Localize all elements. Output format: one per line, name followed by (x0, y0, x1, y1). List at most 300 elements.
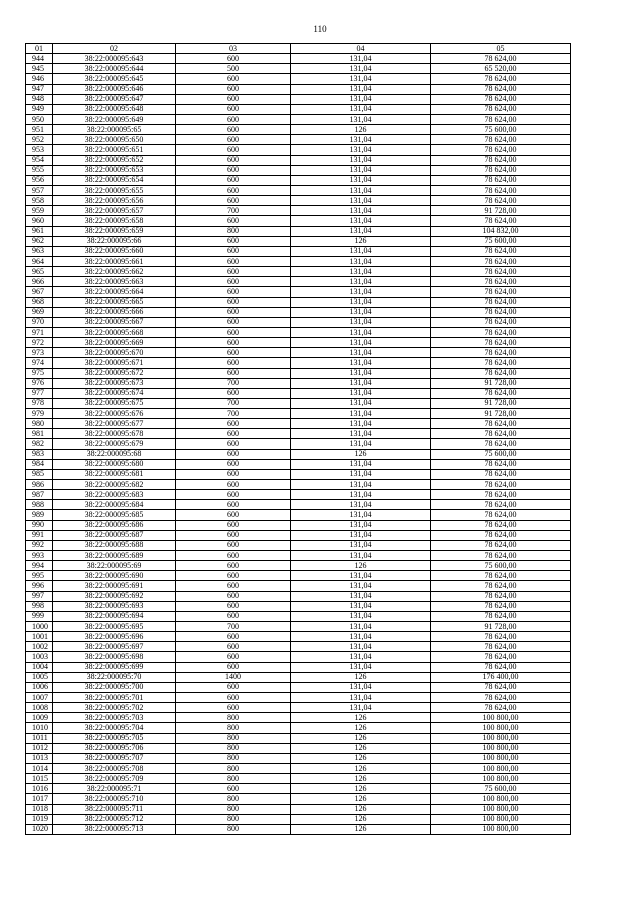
specific-value-cell: 131,04 (291, 256, 431, 266)
area-cell: 800 (176, 753, 291, 763)
row-number-cell: 994 (26, 561, 53, 571)
specific-value-cell: 131,04 (291, 226, 431, 236)
cadastral-value-cell: 78 624,00 (431, 145, 571, 155)
cadastral-number-cell: 38:22:000095:65 (53, 125, 176, 135)
table-row (26, 165, 571, 175)
table-row (26, 409, 571, 419)
area-cell: 600 (176, 469, 291, 479)
table-row (26, 642, 571, 652)
table-row (26, 510, 571, 520)
area-cell: 700 (176, 378, 291, 388)
specific-value-cell: 131,04 (291, 145, 431, 155)
cadastral-value-cell: 75 600,00 (431, 125, 571, 135)
cadastral-number-cell: 38:22:000095:697 (53, 642, 176, 652)
specific-value-cell: 131,04 (291, 378, 431, 388)
row-number-cell: 963 (26, 246, 53, 256)
cadastral-value-cell: 78 624,00 (431, 256, 571, 266)
specific-value-cell: 126 (291, 743, 431, 753)
cadastral-value-cell: 78 624,00 (431, 429, 571, 439)
table-row (26, 652, 571, 662)
area-cell: 1400 (176, 672, 291, 682)
specific-value-cell: 126 (291, 753, 431, 763)
cadastral-value-cell: 78 624,00 (431, 338, 571, 348)
table-row (26, 703, 571, 713)
table-row (26, 551, 571, 561)
cadastral-value-cell: 100 800,00 (431, 743, 571, 753)
table-row (26, 429, 571, 439)
area-cell: 800 (176, 723, 291, 733)
specific-value-cell: 131,04 (291, 64, 431, 74)
cadastral-value-cell: 100 800,00 (431, 814, 571, 824)
cadastral-number-cell: 38:22:000095:687 (53, 530, 176, 540)
specific-value-cell: 131,04 (291, 388, 431, 398)
area-cell: 600 (176, 256, 291, 266)
area-cell: 600 (176, 114, 291, 124)
area-cell: 600 (176, 236, 291, 246)
row-number-cell: 971 (26, 327, 53, 337)
cadastral-value-cell: 78 624,00 (431, 500, 571, 510)
area-cell: 800 (176, 824, 291, 834)
area-cell: 600 (176, 520, 291, 530)
specific-value-cell: 126 (291, 763, 431, 773)
area-cell: 700 (176, 409, 291, 419)
row-number-cell: 989 (26, 510, 53, 520)
area-cell: 800 (176, 763, 291, 773)
specific-value-cell: 131,04 (291, 419, 431, 429)
table-row (26, 206, 571, 216)
cadastral-value-cell: 78 624,00 (431, 185, 571, 195)
table-row (26, 419, 571, 429)
row-number-cell: 977 (26, 388, 53, 398)
cadastral-number-cell: 38:22:000095:679 (53, 439, 176, 449)
table-row (26, 256, 571, 266)
row-number-cell: 950 (26, 114, 53, 124)
row-number-cell: 1018 (26, 804, 53, 814)
area-cell: 600 (176, 185, 291, 195)
specific-value-cell: 131,04 (291, 338, 431, 348)
cadastral-number-cell: 38:22:000095:652 (53, 155, 176, 165)
cadastral-value-cell: 78 624,00 (431, 307, 571, 317)
specific-value-cell: 131,04 (291, 54, 431, 64)
cadastral-value-cell: 78 624,00 (431, 246, 571, 256)
row-number-cell: 1019 (26, 814, 53, 824)
area-cell: 600 (176, 449, 291, 459)
area-cell: 600 (176, 652, 291, 662)
specific-value-cell: 131,04 (291, 642, 431, 652)
cadastral-number-cell: 38:22:000095:705 (53, 733, 176, 743)
cadastral-value-cell: 91 728,00 (431, 206, 571, 216)
row-number-cell: 991 (26, 530, 53, 540)
specific-value-cell: 131,04 (291, 287, 431, 297)
cadastral-number-cell: 38:22:000095:651 (53, 145, 176, 155)
specific-value-cell: 126 (291, 794, 431, 804)
cadastral-value-cell: 78 624,00 (431, 571, 571, 581)
row-number-cell: 952 (26, 135, 53, 145)
row-number-cell: 953 (26, 145, 53, 155)
cadastral-number-cell: 38:22:000095:696 (53, 632, 176, 642)
cadastral-value-cell: 78 624,00 (431, 652, 571, 662)
specific-value-cell: 131,04 (291, 135, 431, 145)
row-number-cell: 960 (26, 216, 53, 226)
row-number-cell: 986 (26, 480, 53, 490)
cadastral-number-cell: 38:22:000095:655 (53, 185, 176, 195)
specific-value-cell: 131,04 (291, 429, 431, 439)
table-row (26, 368, 571, 378)
area-cell: 600 (176, 642, 291, 652)
cadastral-value-cell: 75 600,00 (431, 236, 571, 246)
specific-value-cell: 131,04 (291, 114, 431, 124)
cadastral-number-cell: 38:22:000095:663 (53, 277, 176, 287)
row-number-cell: 958 (26, 196, 53, 206)
specific-value-cell: 131,04 (291, 84, 431, 94)
table-row (26, 662, 571, 672)
cadastral-value-cell: 78 624,00 (431, 662, 571, 672)
area-cell: 600 (176, 135, 291, 145)
specific-value-cell: 131,04 (291, 74, 431, 84)
table-row (26, 449, 571, 459)
table-row (26, 774, 571, 784)
header-row (26, 44, 571, 54)
row-number-cell: 1008 (26, 703, 53, 713)
table-row (26, 287, 571, 297)
cadastral-number-cell: 38:22:000095:70 (53, 672, 176, 682)
cadastral-value-cell: 78 624,00 (431, 490, 571, 500)
row-number-cell: 954 (26, 155, 53, 165)
area-cell: 600 (176, 175, 291, 185)
col-02-header: 02 (53, 44, 176, 54)
area-cell: 600 (176, 287, 291, 297)
table-row (26, 358, 571, 368)
cadastral-value-cell: 78 624,00 (431, 682, 571, 692)
cadastral-number-cell: 38:22:000095:643 (53, 54, 176, 64)
specific-value-cell: 131,04 (291, 348, 431, 358)
specific-value-cell: 131,04 (291, 368, 431, 378)
row-number-cell: 995 (26, 571, 53, 581)
area-cell: 600 (176, 601, 291, 611)
row-number-cell: 1013 (26, 753, 53, 763)
cadastral-number-cell: 38:22:000095:695 (53, 622, 176, 632)
area-cell: 600 (176, 104, 291, 114)
specific-value-cell: 126 (291, 672, 431, 682)
table-row (26, 672, 571, 682)
row-number-cell: 970 (26, 317, 53, 327)
row-number-cell: 990 (26, 520, 53, 530)
table-row (26, 459, 571, 469)
row-number-cell: 992 (26, 540, 53, 550)
cadastral-number-cell: 38:22:000095:699 (53, 662, 176, 672)
area-cell: 600 (176, 358, 291, 368)
area-cell: 800 (176, 804, 291, 814)
row-number-cell: 985 (26, 469, 53, 479)
row-number-cell: 948 (26, 94, 53, 104)
specific-value-cell: 126 (291, 125, 431, 135)
table-row (26, 236, 571, 246)
specific-value-cell: 131,04 (291, 490, 431, 500)
specific-value-cell: 131,04 (291, 480, 431, 490)
table-row (26, 794, 571, 804)
area-cell: 600 (176, 338, 291, 348)
area-cell: 600 (176, 246, 291, 256)
cadastral-number-cell: 38:22:000095:646 (53, 84, 176, 94)
area-cell: 600 (176, 530, 291, 540)
table-row (26, 185, 571, 195)
table-row (26, 480, 571, 490)
cadastral-value-cell: 100 800,00 (431, 774, 571, 784)
row-number-cell: 1003 (26, 652, 53, 662)
specific-value-cell: 131,04 (291, 530, 431, 540)
row-number-cell: 972 (26, 338, 53, 348)
cadastral-value-cell: 78 624,00 (431, 368, 571, 378)
cadastral-number-cell: 38:22:000095:713 (53, 824, 176, 834)
area-cell: 600 (176, 307, 291, 317)
area-cell: 600 (176, 611, 291, 621)
cadastral-number-cell: 38:22:000095:683 (53, 490, 176, 500)
area-cell: 600 (176, 125, 291, 135)
cadastral-value-cell: 78 624,00 (431, 196, 571, 206)
table-row (26, 135, 571, 145)
cadastral-value-cell: 78 624,00 (431, 327, 571, 337)
specific-value-cell: 126 (291, 733, 431, 743)
table-row (26, 297, 571, 307)
area-cell: 600 (176, 419, 291, 429)
row-number-cell: 966 (26, 277, 53, 287)
cadastral-number-cell: 38:22:000095:666 (53, 307, 176, 317)
specific-value-cell: 126 (291, 713, 431, 723)
table-row (26, 196, 571, 206)
table-row (26, 226, 571, 236)
table-row (26, 84, 571, 94)
row-number-cell: 1016 (26, 784, 53, 794)
cadastral-number-cell: 38:22:000095:66 (53, 236, 176, 246)
cadastral-value-cell: 78 624,00 (431, 632, 571, 642)
cadastral-value-table (25, 43, 571, 835)
cadastral-value-cell: 78 624,00 (431, 601, 571, 611)
row-number-cell: 1014 (26, 763, 53, 773)
area-cell: 800 (176, 733, 291, 743)
table-row (26, 327, 571, 337)
table-row (26, 500, 571, 510)
cadastral-number-cell: 38:22:000095:702 (53, 703, 176, 713)
cadastral-number-cell: 38:22:000095:656 (53, 196, 176, 206)
cadastral-value-cell: 78 624,00 (431, 277, 571, 287)
cadastral-value-cell: 78 624,00 (431, 358, 571, 368)
cadastral-value-cell: 100 800,00 (431, 713, 571, 723)
area-cell: 600 (176, 693, 291, 703)
cadastral-value-cell: 91 728,00 (431, 409, 571, 419)
specific-value-cell: 131,04 (291, 652, 431, 662)
cadastral-number-cell: 38:22:000095:689 (53, 551, 176, 561)
specific-value-cell: 131,04 (291, 185, 431, 195)
cadastral-value-cell: 78 624,00 (431, 510, 571, 520)
row-number-cell: 965 (26, 267, 53, 277)
area-cell: 600 (176, 155, 291, 165)
table-row (26, 733, 571, 743)
specific-value-cell: 126 (291, 561, 431, 571)
cadastral-number-cell: 38:22:000095:706 (53, 743, 176, 753)
cadastral-number-cell: 38:22:000095:653 (53, 165, 176, 175)
area-cell: 800 (176, 774, 291, 784)
cadastral-number-cell: 38:22:000095:658 (53, 216, 176, 226)
cadastral-number-cell: 38:22:000095:657 (53, 206, 176, 216)
specific-value-cell: 131,04 (291, 297, 431, 307)
row-number-cell: 1001 (26, 632, 53, 642)
cadastral-value-cell: 78 624,00 (431, 530, 571, 540)
cadastral-number-cell: 38:22:000095:710 (53, 794, 176, 804)
row-number-cell: 962 (26, 236, 53, 246)
row-number-cell: 956 (26, 175, 53, 185)
table-row (26, 246, 571, 256)
table-row (26, 54, 571, 64)
area-cell: 600 (176, 94, 291, 104)
table-row (26, 267, 571, 277)
table-row (26, 317, 571, 327)
area-cell: 600 (176, 500, 291, 510)
cadastral-value-cell: 78 624,00 (431, 267, 571, 277)
cadastral-value-cell: 65 520,00 (431, 64, 571, 74)
specific-value-cell: 131,04 (291, 632, 431, 642)
cadastral-number-cell: 38:22:000095:647 (53, 94, 176, 104)
table-row (26, 571, 571, 581)
table-row (26, 530, 571, 540)
row-number-cell: 955 (26, 165, 53, 175)
area-cell: 600 (176, 388, 291, 398)
area-cell: 700 (176, 398, 291, 408)
area-cell: 600 (176, 703, 291, 713)
row-number-cell: 946 (26, 74, 53, 84)
area-cell: 800 (176, 794, 291, 804)
table-row (26, 175, 571, 185)
specific-value-cell: 131,04 (291, 540, 431, 550)
row-number-cell: 1015 (26, 774, 53, 784)
specific-value-cell: 131,04 (291, 682, 431, 692)
cadastral-number-cell: 38:22:000095:650 (53, 135, 176, 145)
row-number-cell: 979 (26, 409, 53, 419)
cadastral-value-cell: 78 624,00 (431, 114, 571, 124)
table-row (26, 145, 571, 155)
table-row (26, 378, 571, 388)
row-number-cell: 949 (26, 104, 53, 114)
area-cell: 800 (176, 713, 291, 723)
area-cell: 600 (176, 551, 291, 561)
col-03-header: 03 (176, 44, 291, 54)
cadastral-value-cell: 78 624,00 (431, 469, 571, 479)
cadastral-value-cell: 78 624,00 (431, 216, 571, 226)
cadastral-number-cell: 38:22:000095:692 (53, 591, 176, 601)
cadastral-number-cell: 38:22:000095:712 (53, 814, 176, 824)
cadastral-value-cell: 100 800,00 (431, 804, 571, 814)
row-number-cell: 988 (26, 500, 53, 510)
area-cell: 500 (176, 64, 291, 74)
cadastral-value-cell: 100 800,00 (431, 794, 571, 804)
area-cell: 600 (176, 540, 291, 550)
area-cell: 800 (176, 743, 291, 753)
specific-value-cell: 126 (291, 774, 431, 784)
cadastral-number-cell: 38:22:000095:681 (53, 469, 176, 479)
specific-value-cell: 126 (291, 824, 431, 834)
row-number-cell: 996 (26, 581, 53, 591)
row-number-cell: 973 (26, 348, 53, 358)
cadastral-value-cell: 91 728,00 (431, 398, 571, 408)
area-cell: 600 (176, 297, 291, 307)
specific-value-cell: 131,04 (291, 611, 431, 621)
cadastral-number-cell: 38:22:000095:672 (53, 368, 176, 378)
cadastral-value-cell: 78 624,00 (431, 419, 571, 429)
row-number-cell: 1007 (26, 693, 53, 703)
cadastral-number-cell: 38:22:000095:680 (53, 459, 176, 469)
table-row (26, 155, 571, 165)
row-number-cell: 978 (26, 398, 53, 408)
page-number: 110 (313, 24, 327, 34)
col-04-header: 04 (291, 44, 431, 54)
row-number-cell: 1000 (26, 622, 53, 632)
cadastral-number-cell: 38:22:000095:648 (53, 104, 176, 114)
cadastral-value-cell: 100 800,00 (431, 753, 571, 763)
cadastral-value-cell: 176 400,00 (431, 672, 571, 682)
cadastral-value-cell: 100 800,00 (431, 824, 571, 834)
area-cell: 600 (176, 54, 291, 64)
row-number-cell: 968 (26, 297, 53, 307)
area-cell: 600 (176, 591, 291, 601)
row-number-cell: 967 (26, 287, 53, 297)
area-cell: 600 (176, 196, 291, 206)
row-number-cell: 982 (26, 439, 53, 449)
row-number-cell: 959 (26, 206, 53, 216)
cadastral-number-cell: 38:22:000095:645 (53, 74, 176, 84)
table-header (26, 44, 571, 54)
cadastral-number-cell: 38:22:000095:678 (53, 429, 176, 439)
area-cell: 600 (176, 682, 291, 692)
cadastral-value-cell: 78 624,00 (431, 94, 571, 104)
area-cell: 600 (176, 327, 291, 337)
row-number-cell: 980 (26, 419, 53, 429)
cadastral-value-cell: 78 624,00 (431, 703, 571, 713)
area-cell: 600 (176, 348, 291, 358)
area-cell: 600 (176, 317, 291, 327)
cadastral-value-cell: 78 624,00 (431, 135, 571, 145)
specific-value-cell: 131,04 (291, 662, 431, 672)
table-row (26, 307, 571, 317)
cadastral-number-cell: 38:22:000095:708 (53, 763, 176, 773)
col-05-header: 05 (431, 44, 571, 54)
area-cell: 600 (176, 267, 291, 277)
area-cell: 800 (176, 814, 291, 824)
area-cell: 700 (176, 622, 291, 632)
area-cell: 600 (176, 490, 291, 500)
specific-value-cell: 131,04 (291, 551, 431, 561)
cadastral-number-cell: 38:22:000095:670 (53, 348, 176, 358)
row-number-cell: 1012 (26, 743, 53, 753)
specific-value-cell: 131,04 (291, 398, 431, 408)
cadastral-value-cell: 78 624,00 (431, 480, 571, 490)
row-number-cell: 1002 (26, 642, 53, 652)
area-cell: 600 (176, 145, 291, 155)
cadastral-number-cell: 38:22:000095:684 (53, 500, 176, 510)
specific-value-cell: 131,04 (291, 693, 431, 703)
table-row (26, 591, 571, 601)
specific-value-cell: 131,04 (291, 216, 431, 226)
cadastral-number-cell: 38:22:000095:700 (53, 682, 176, 692)
cadastral-number-cell: 38:22:000095:665 (53, 297, 176, 307)
row-number-cell: 997 (26, 591, 53, 601)
cadastral-number-cell: 38:22:000095:685 (53, 510, 176, 520)
row-number-cell: 1020 (26, 824, 53, 834)
specific-value-cell: 126 (291, 236, 431, 246)
specific-value-cell: 131,04 (291, 469, 431, 479)
cadastral-value-cell: 78 624,00 (431, 297, 571, 307)
row-number-cell: 961 (26, 226, 53, 236)
table-row (26, 753, 571, 763)
specific-value-cell: 131,04 (291, 175, 431, 185)
